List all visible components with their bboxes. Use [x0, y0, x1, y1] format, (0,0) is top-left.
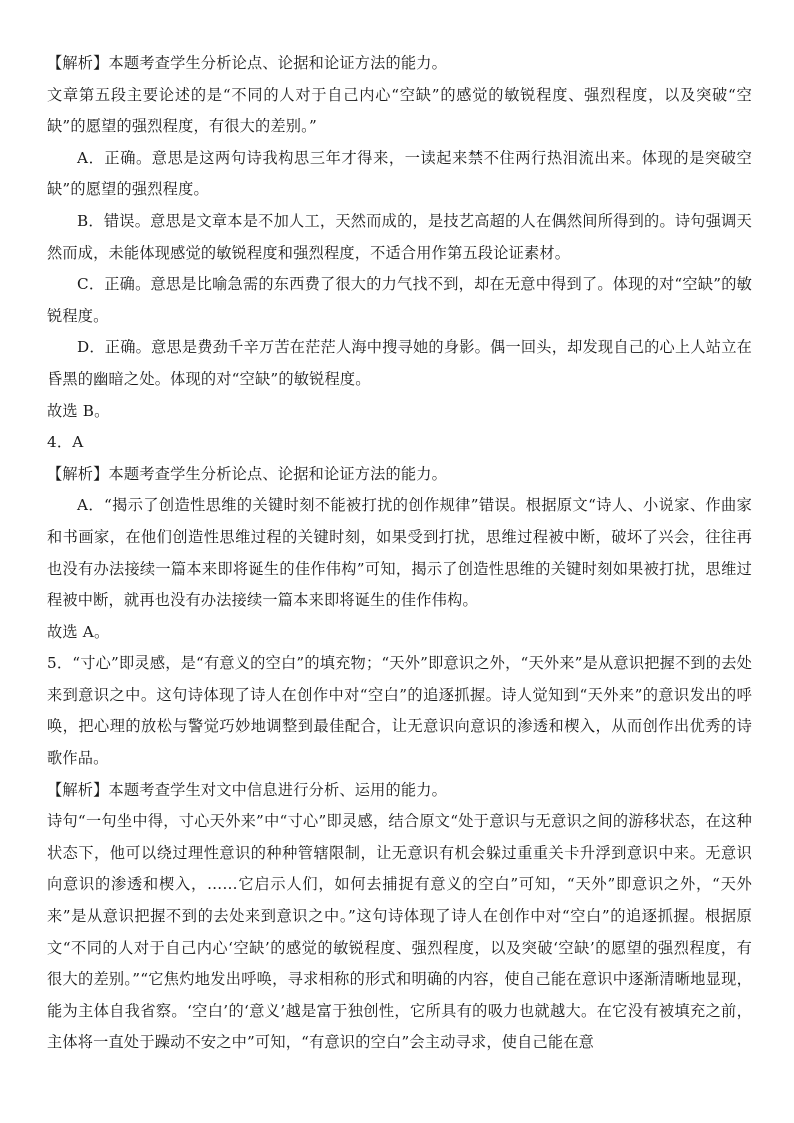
- analysis-label-q3: 【解析】本题考查学生分析论点、论据和论证方法的能力。: [47, 54, 448, 72]
- option-c-explanation: C．正确。意思是比喻急需的东西费了很大的力气找不到，却在无意中得到了。体现的对“空缺”的敏锐程度。: [47, 275, 752, 325]
- answer-q3: 故选 B。: [47, 401, 110, 420]
- q5-analysis-body: 诗句“一句坐中得，寸心天外来”中“寸心”即灵感，结合原文“处于意识与无意识之间的游移状态，在这种状态下，他可以绕过理性意识的种种管辖限制，让无意识有机会躲过重重关卡升浮到意识中来。无意识向意识的渗透和楔入，……它启示人们，如何去捕捉有意义的空白”可知，“天外”即意识之外，“天外来”是从意识把握不到的去处来到意识之中。”这句诗体现了诗人在创作中对“空白”的追逐抓握。根据原文“不同的人对于自己内心‘空缺’的感觉的敏锐程度、强烈程度，以及突破‘空缺’的愿望的强烈程度，有很大的差别。”“它焦灼地发出呼唤，寻求相称的形式和明确的内容，使自己能在意识中逐渐清晰地显现，能为主体自我省察。‘空白’的‘意义’越是富于独创性，它所具有的吸力也就越大。在它没有被填充之前，主体将一直处于躁动不安之中”可知，“有意识的空白”会主动寻求，使自己能在意: [47, 812, 752, 1052]
- question-5-answer: 5．“寸心”即灵感，是“有意义的空白”的填充物；“天外”即意识之外，“天外来”是从意识把握不到的去处来到意识之中。这句诗体现了诗人在创作中对“空白”的追逐抓握。诗人觉知到“天外来”的意识发出的呼唤，把心理的放松与警觉巧妙地调整到最佳配合，让无意识向意识的渗透和楔入，从而创作出优秀的诗歌作品。: [47, 654, 752, 768]
- analysis-label-q4: 【解析】本题考查学生分析论点、论据和论证方法的能力。: [47, 464, 448, 483]
- paragraph-summary: 文章第五段主要论述的是“不同的人对于自己内心“空缺”的感觉的敏锐程度、强烈程度，以及突破“空缺”的愿望的强烈程度，有很大的差别。”: [47, 85, 752, 136]
- q4-option-a-explanation: A．“揭示了创造性思维的关键时刻不能被打扰的创作规律”错误。根据原文“诗人、小说家、作曲家和书画家，在他们创造性思维过程的关键时刻，如果受到打扰，思维过程被中断，破坏了兴会，往往再也没有办法接续一篇本来即将诞生的佳作伟构”可知，揭示了创造性思维的关键时刻如果被打扰，思维过程被中断，就再也没有办法接续一篇本来即将诞生的佳作伟构。: [47, 496, 752, 610]
- document-page: [47, 48, 752, 1059]
- option-d-explanation: D．正确。意思是费劲千辛万苦在茫茫人海中搜寻她的身影。偶一回头，却发现自己的心上人站立在昏黑的幽暗之处。体现的对“空缺”的敏锐程度。: [47, 338, 752, 388]
- question-4-answer: 4．A: [47, 433, 84, 452]
- analysis-label-q5: 【解析】本题考查学生对文中信息进行分析、运用的能力。: [47, 780, 448, 799]
- option-a-explanation: A．正确。意思是这两句诗我构思三年才得来，一读起来禁不住两行热泪流出来。体现的是突破空缺”的愿望的强烈程度。: [47, 148, 752, 199]
- answer-q4: 故选 A。: [47, 622, 110, 641]
- option-b-explanation: B．错误。意思是文章本是不加人工，天然而成的，是技艺高超的人在偶然间所得到的。诗句强调天然而成，未能体现感觉的敏锐程度和强烈程度，不适合用作第五段论证素材。: [47, 211, 752, 262]
